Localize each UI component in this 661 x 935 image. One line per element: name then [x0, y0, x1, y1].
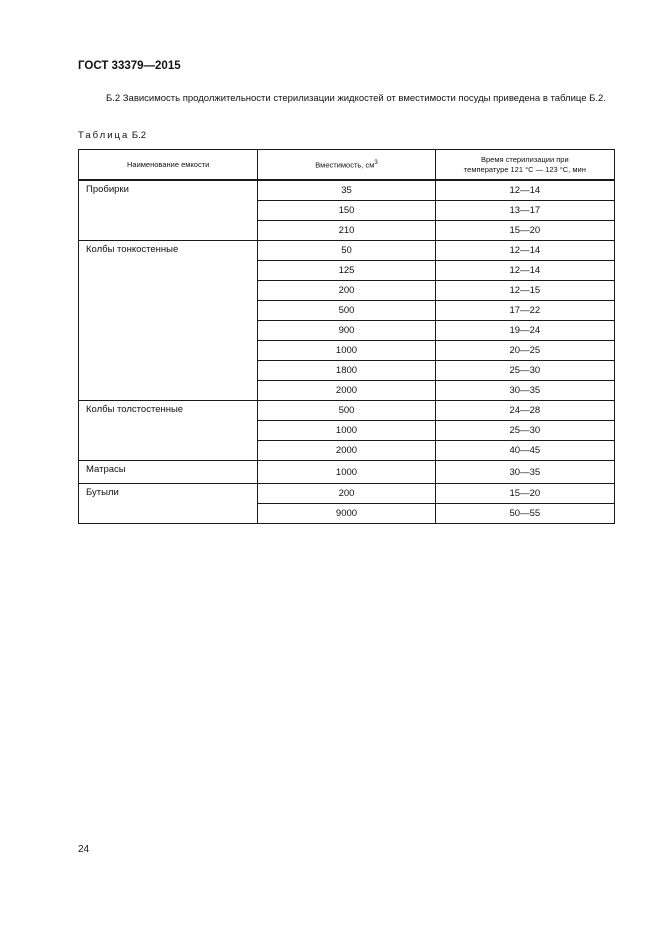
container-name-cell: Колбы тонкостенные: [79, 241, 258, 401]
container-name-cell: Матрасы: [79, 461, 258, 484]
header-sterilization-time: [435, 150, 614, 181]
capacity-cell: 210: [258, 221, 435, 241]
table-caption: [78, 130, 146, 141]
container-name-cell: Пробирки: [79, 180, 258, 241]
sterilization-time-cell: 40—45: [435, 441, 614, 461]
table-body: [79, 180, 615, 524]
table-row: [79, 241, 615, 261]
sterilization-time-cell: 24—28: [435, 401, 614, 421]
header-time-line2: температуре 121 °С — 123 °С, мин: [463, 164, 586, 174]
capacity-cell: 35: [258, 180, 435, 201]
intro-paragraph: [78, 92, 614, 106]
capacity-cell: 1000: [258, 421, 435, 441]
sterilization-time-cell: 15—20: [435, 484, 614, 504]
capacity-cell: 125: [258, 261, 435, 281]
sterilization-time-cell: 30—35: [435, 461, 614, 484]
sterilization-time-cell: 15—20: [435, 221, 614, 241]
table-caption-number: Б.2: [131, 130, 147, 141]
table-row: [79, 180, 615, 201]
capacity-cell: 200: [258, 484, 435, 504]
capacity-cell: 500: [258, 301, 435, 321]
page-number: 24: [78, 844, 90, 855]
sterilization-time-cell: 25—30: [435, 421, 614, 441]
capacity-cell: 2000: [258, 381, 435, 401]
table-header-row: [79, 150, 615, 181]
header-capacity-sup: 3: [374, 160, 378, 167]
sterilization-time-cell: 20—25: [435, 341, 614, 361]
capacity-cell: 1000: [258, 341, 435, 361]
table-row: [79, 484, 615, 504]
header-capacity-text: Вместимость, см: [315, 160, 375, 170]
header-time-line1: Время стерилизации при: [481, 154, 569, 164]
table-row: [79, 461, 615, 484]
intro-text: Б.2 Зависимость продолжительности стерилизации жидкостей от вместимости посуды приведена в таблице Б.2.: [106, 93, 606, 104]
sterilization-time-cell: 19—24: [435, 321, 614, 341]
sterilization-time-cell: 25—30: [435, 361, 614, 381]
sterilization-time-cell: 17—22: [435, 301, 614, 321]
table-caption-word: Таблица: [78, 130, 130, 141]
capacity-cell: 500: [258, 401, 435, 421]
document-header: ГОСТ 33379—2015: [78, 60, 181, 72]
sterilization-time-cell: 13—17: [435, 201, 614, 221]
capacity-cell: 900: [258, 321, 435, 341]
capacity-cell: 1000: [258, 461, 435, 484]
container-name-cell: Бутыли: [79, 484, 258, 524]
capacity-cell: 9000: [258, 504, 435, 524]
capacity-cell: 50: [258, 241, 435, 261]
sterilization-time-cell: 12—15: [435, 281, 614, 301]
capacity-cell: 150: [258, 201, 435, 221]
capacity-cell: 1800: [258, 361, 435, 381]
table-row: [79, 401, 615, 421]
sterilization-time-cell: 30—35: [435, 381, 614, 401]
header-capacity: [258, 150, 435, 181]
sterilization-table: [78, 149, 615, 524]
sterilization-time-cell: 12—14: [435, 261, 614, 281]
header-container-name: Наименование емкости: [79, 150, 258, 181]
sterilization-time-cell: 50—55: [435, 504, 614, 524]
sterilization-time-cell: 12—14: [435, 241, 614, 261]
container-name-cell: Колбы толстостенные: [79, 401, 258, 461]
capacity-cell: 200: [258, 281, 435, 301]
sterilization-time-cell: 12—14: [435, 180, 614, 201]
capacity-cell: 2000: [258, 441, 435, 461]
